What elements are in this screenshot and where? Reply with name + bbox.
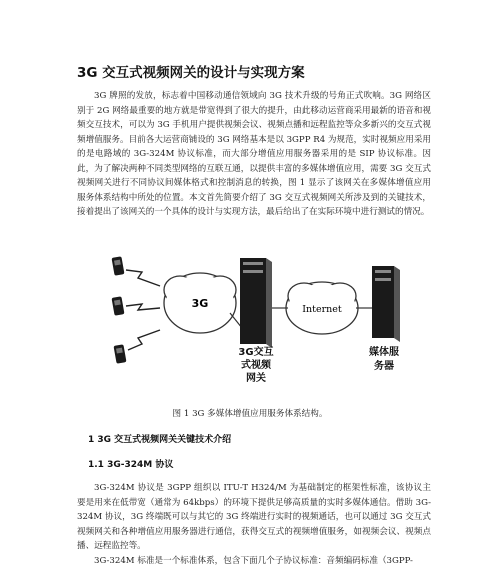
cloud-label-internet: Internet [302,304,342,315]
phone-icon [112,296,125,315]
phone-icon [112,256,125,275]
gateway-label: 3G交互式视频网关 [238,347,274,384]
page-title: 3G 交互式视频网关的设计与实现方案 [77,65,305,81]
network-cloud-internet [286,282,358,334]
media-server-label: 媒体服务器 [369,347,399,372]
gateway-device [240,258,272,348]
intro-paragraph: 3G 牌照的发放，标志着中国移动通信领域向 3G 技术升级的号角正式吹响。3G 网络区别于 2G 网络最重要的地方就是带宽得到了很大的提升，由此移动运营商采用最新的语音和视频交互技术，可以为 3G 手机用户提供视频会议、视频点播和远程监控等众多新兴的交互式视频增值服务。目前各大运营商铺设的 3G 网络基本是以 3GPP R4 为规范，实时视频应用采用的是电路域的 3G-324M 协议标准，而大部分增值应用服务器采用的是 SIP 协议标准。因此，为了解决两种不同类型网络的互联互通，以提供丰富的多媒体增值应用，需要 3G 交互式视频网关进行不同协议间媒体格式和控制消息的转换，图 1 显示了该网关在多媒体增值应用服务体系结构中所处的位置。本文首先简要介绍了 3G 交互式视频网关所涉及到的关键技术，接着提出了该网关的一个具体的设计与实现方法，最后给出了在实际环境中进行测试的情况。 [77,91,432,217]
wireless-link [126,304,160,310]
media-server-device [372,266,400,342]
body-paragraph-cut: 3G-324M 标准是一个标准体系，包含下面几个子协议标准：音频编码标准（3GPP- [94,556,413,566]
body-paragraph: 3G-324M 协议是 3GPP 组织以 ITU-T H324/M 为基础制定的框架性标准，该协议主要是用来在低带宽（通常为 64kbps）的环境下提供足够高质量的实时多媒体通信。借助 3G-324M 协议，3G 终端既可以与其它的 3G 终端进行实时的视频通话，也可以通过 3G 交互式视频网关和各种增值应用服务器进行通信，获得交互式的视频增值服务，如视频会议、视频点播、远程监控等。 [77,483,431,551]
subsection-heading: 1.1 3G-324M 协议 [88,460,174,470]
section-heading: 1 3G 交互式视频网关关键技术介绍 [88,435,232,445]
phone-icon [114,344,127,363]
cloud-label-3g: 3G [191,297,209,310]
wireless-link [126,270,160,286]
network-cloud-3g [164,273,236,333]
architecture-figure [100,248,410,398]
wireless-link [128,330,160,350]
figure-caption: 图 1 3G 多媒体增值应用服务体系结构。 [172,409,328,419]
